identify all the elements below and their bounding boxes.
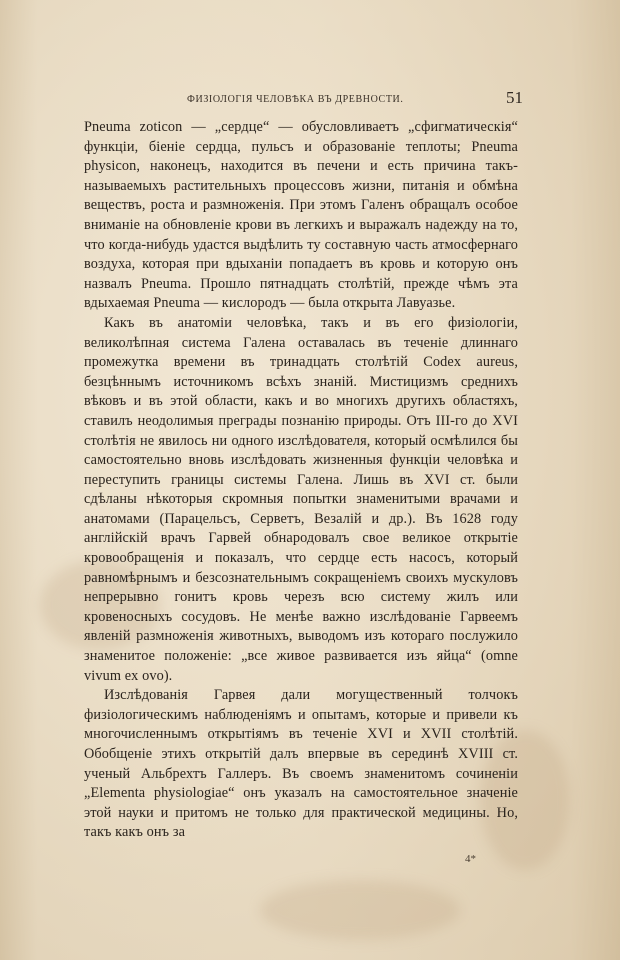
page-number: 51: [506, 88, 523, 107]
paragraph: Какъ въ анатоміи человѣка, такъ и въ его физіологіи, великолѣпная система Галена оставалась въ теченіе длиннаго промежутка времени въ тринадцать столѣтій Codex aureus, безцѣннымъ источникомъ всѣхъ знаній. Мистицизмъ среднихъ вѣковъ и въ этой области, какъ и во многихъ другихъ областяхъ, ставилъ неодолимыя преграды познанію природы. Отъ III-го до XVI столѣтія не явилось ни одного изслѣдователя, который осмѣлился бы самостоятельно вновь изслѣдовать жизненныя функціи человѣка и переступить границы системы Галена. Лишь въ XVI ст. были сдѣланы нѣкоторыя скромныя попытки знаменитыми врачами и анатомами (Парацельсъ, Серветъ, Везалій и др.). Въ 1628 году англійскій врачъ Гарвей обнародовалъ свое великое открытіе кровообращенія и показалъ, что сердце есть насосъ, который равномѣрнымъ и безсознательнымъ сокращеніемъ своихъ мускуловъ непрерывно гонитъ кровь черезъ всю систему жилъ или кровеносныхъ сосудовъ. Не менѣе важно изслѣдованіе Гарвеемъ явленій размноженія животныхъ, выводомъ изъ котораго послужило знаменитое положеніе: „все живое развивается изъ яйца“ (omne vivum ex ovo).: [84, 314, 518, 684]
running-title: ФИЗІОЛОГІЯ ЧЕЛОВѢКА ВЪ ДРЕВНОСТИ.: [187, 94, 404, 105]
page-header: [155, 88, 523, 110]
signature-mark: 4*: [465, 853, 476, 865]
body-text: [84, 118, 518, 843]
paper-stain: [260, 880, 460, 940]
paragraph: Pneuma zoticon — „сердце“ — обусловливаетъ „сфигматическія“ функціи, біеніе сердца, пульсъ и образованіе теплоты; Pneuma physicon, наконецъ, находится въ печени и есть причина такъ-называемыхъ растительныхъ процессовъ жизни, питанія и обмѣна веществъ, роста и размноженія. При этомъ Галенъ обращалъ особое вниманіе на обновленіе крови въ легкихъ и выражалъ надежду на то, что когда-нибудь удастся выдѣлить ту составную часть атмосфернаго воздуха, которая при вдыханіи попадаетъ въ кровь и которую онъ назвалъ Pneuma. Прошло пятнадцать столѣтій, прежде чѣмъ эта вдыхаемая Pneuma — кислородъ — была открыта Лавуазье.: [84, 119, 518, 312]
paragraph: Изслѣдованія Гарвея дали могущественный толчокъ физіологическимъ наблюденіямъ и опытамъ, которые и привели къ многочисленнымъ открытіямъ въ теченіе XVI и XVII столѣтій. Обобщеніе этихъ открытій далъ впервые въ серединѣ XVIII ст. ученый Альбрехтъ Галлеръ. Въ своемъ знаменитомъ сочиненіи „Elementa physiologiae“ онъ указалъ на самостоятельное значеніе этой науки и притомъ не только для практической медицины. Но, такъ какъ онъ за: [84, 687, 518, 841]
